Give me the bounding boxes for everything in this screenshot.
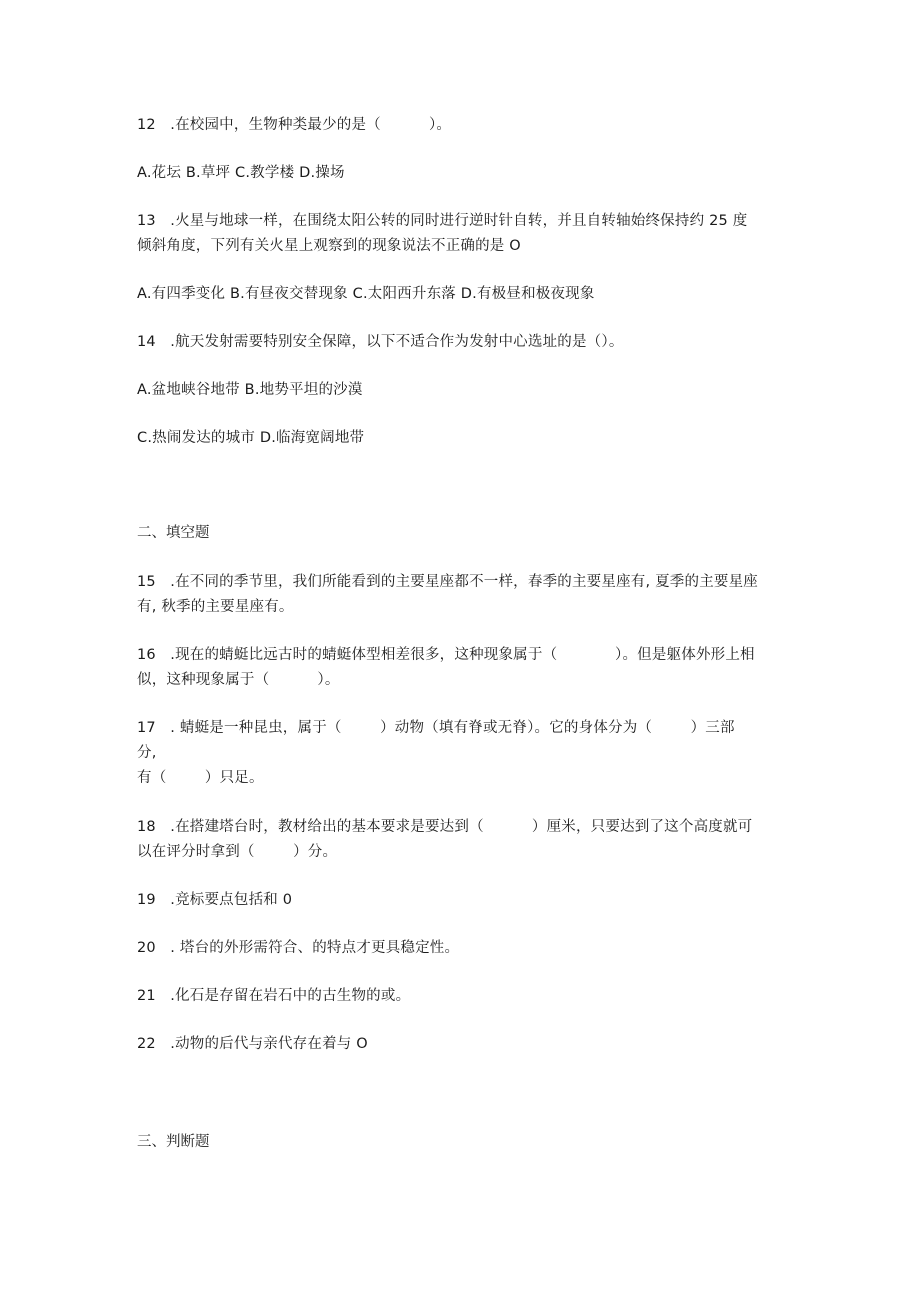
- question-16-line-2: 似，这种现象属于（ ）。: [137, 672, 340, 688]
- question-14-options-1: A.盆地峡谷地带 B.地势平坦的沙漠: [137, 382, 363, 398]
- question-14-options-2: C.热闹发达的城市 D.临海宽阔地带: [137, 430, 365, 446]
- question-12: 12 .在校园中，生物种类最少的是（ ）。: [137, 117, 452, 133]
- question-13-options: A.有四季变化 B.有昼夜交替现象 C.太阳西升东落 D.有极昼和极夜现象: [137, 286, 595, 302]
- section-title-true-false: 三、判断题: [137, 1134, 210, 1150]
- question-18-line-2: 以在评分时拿到（ ）分。: [137, 844, 338, 860]
- question-17-line-2: 分,: [137, 745, 157, 761]
- question-16-line-1: 16 .现在的蜻蜓比远古时的蜻蜓体型相差很多，这种现象属于（ ）。但是躯体外形上相: [137, 647, 755, 663]
- question-17-line-3: 有（ ）只足。: [137, 770, 264, 786]
- question-20: 20 . 塔台的外形需符合、的特点才更具稳定性。: [137, 940, 460, 956]
- question-15-line-2: 有, 秋季的主要星座有。: [137, 599, 294, 615]
- question-14: 14 .航天发射需要特别安全保障，以下不适合作为发射中心选址的是（）。: [137, 334, 624, 350]
- question-21: 21 .化石是存留在岩石中的古生物的或。: [137, 988, 411, 1004]
- question-13-line-2: 倾斜角度，下列有关火星上观察到的现象说法不正确的是 O: [137, 238, 521, 254]
- question-18-line-1: 18 .在搭建塔台时，教材给出的基本要求是要达到（ ）厘米，只要达到了这个高度就可: [137, 819, 753, 835]
- question-17-line-1: 17 . 蜻蜓是一种昆虫，属于（ ）动物（填有脊或无脊）。它的身体分为（ ）三部: [137, 720, 735, 736]
- question-12-options: A.花坛 B.草坪 C.教学楼 D.操场: [137, 165, 345, 181]
- question-13-line-1: 13 .火星与地球一样，在围绕太阳公转的同时进行逆时针自转，并且自转轴始终保持约 25 度: [137, 213, 748, 229]
- question-22: 22 .动物的后代与亲代存在着与 O: [137, 1036, 368, 1052]
- section-title-fill-in: 二、填空题: [137, 525, 210, 541]
- question-19: 19 .竞标要点包括和 0: [137, 892, 293, 908]
- question-15-line-1: 15 .在不同的季节里，我们所能看到的主要星座都不一样，春季的主要星座有, 夏季的主要星座: [137, 574, 759, 590]
